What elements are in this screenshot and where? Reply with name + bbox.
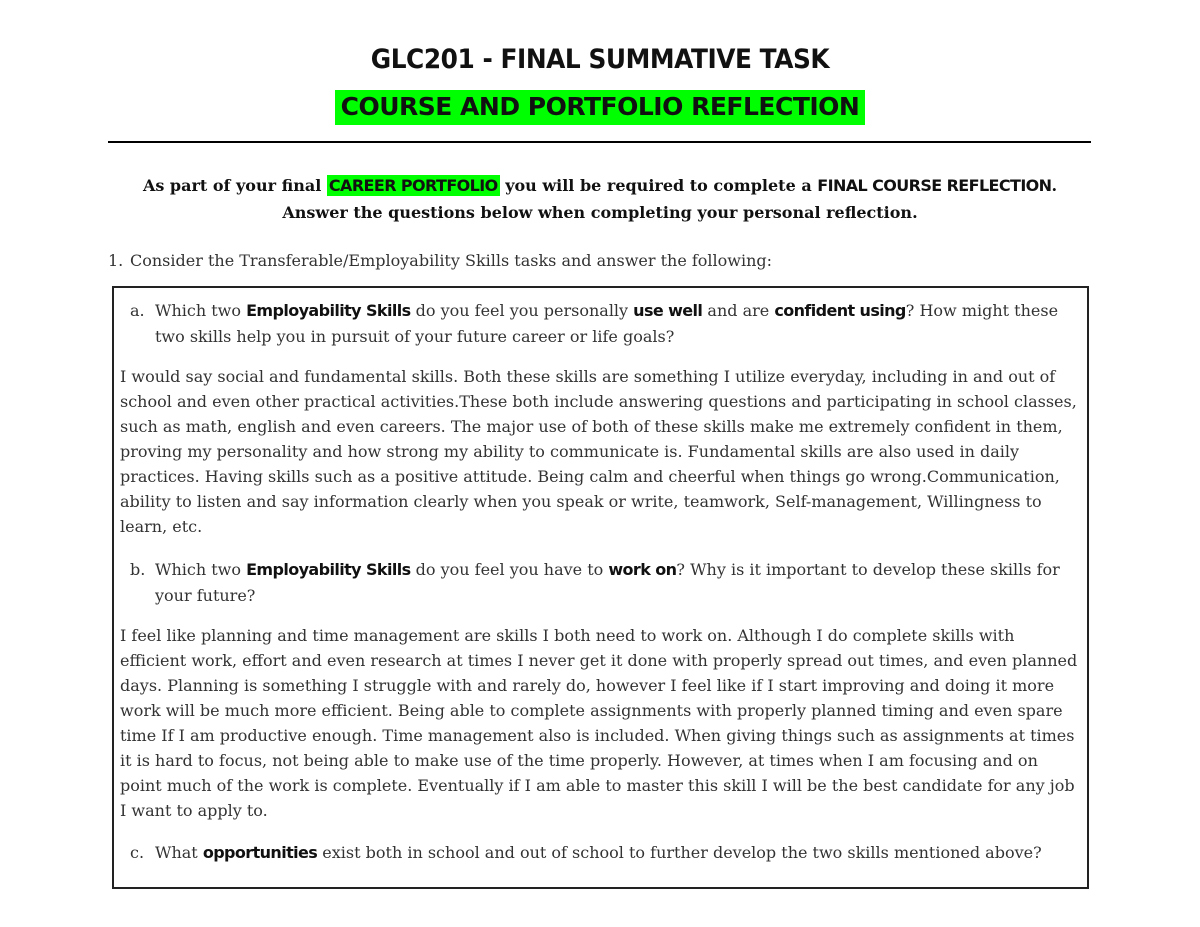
title-divider [108, 141, 1091, 143]
question-1 [108, 250, 1088, 272]
answer-a[interactable]: I would say social and fundamental skills. Both these skills are something I utilize everyday, including in and out of school and even other practical activities.These both include answering questions and participating in school classes, such as math, english and even careers. The major use of both of these skills make me extremely confident in them, proving my personality and how strong my ability to communicate is. Fundamental skills are also used in daily practices. Having skills such as a positive attitude. Being calm and cheerful when things go wrong.Communication, ability to listen and say information clearly when you speak or write, teamwork, Self-management, Willingness to learn, etc. [120, 367, 1077, 536]
qc-text-2: exist both in school and out of school to further develop the two skills mentioned above? [317, 843, 1042, 862]
sub-question-b-text [130, 557, 1070, 609]
question-1-text: Consider the Transferable/Employability Skills tasks and answer the following: [130, 251, 773, 270]
intro-text-3: . Answer the questions below when completing your personal reflection. [282, 176, 1058, 222]
sub-question-c-text [130, 840, 1070, 866]
qa-text-1: Which two [155, 301, 247, 320]
qa-keyword-use-well: use well [633, 301, 703, 320]
qc-keyword-opportunities: opportunities [202, 843, 318, 862]
sub-question-a-letter: a. [130, 301, 145, 320]
qc-text-1: What [155, 843, 203, 862]
qa-keyword-confident-using: confident using [774, 301, 906, 320]
qa-keyword-employability-skills: Employability Skills [246, 301, 411, 320]
qb-keyword-work-on: work on [608, 560, 677, 579]
sub-question-a-text [130, 298, 1070, 350]
sub-question-a [130, 298, 1070, 350]
answer-b[interactable]: I feel like planning and time management are skills I both need to work on. Although I do complete skills with efficient work, effort and even research at times I never get it done with properly spread out times, and even planned days. Planning is something I struggle with and rarely do, however I feel like if I start improving and doing it more work will be much more efficient. Being able to complete assignments with properly planned timing and even spare time If I am productive enough. Time management also is included. When giving things such as assignments at times it is hard to focus, not being able to make use of the time properly. However, at times when I am focusing and on point much of the work is complete. Eventually if I am able to master this skill I will be the best candidate for any job I want to apply to. [120, 626, 1078, 820]
intro-text-2: you will be required to complete a [499, 176, 818, 195]
document-subtitle [0, 90, 1200, 125]
qb-text-2: do you feel you have to [410, 560, 609, 579]
intro-paragraph [120, 172, 1080, 226]
qb-text-3: ? Why is it important to develop these skills for your future? [155, 560, 1060, 605]
qa-text-4: ? How might these two skills help you in pursuit of your future career or life goals? [155, 301, 1059, 346]
sub-question-c [130, 840, 1070, 866]
qb-keyword-employability-skills: Employability Skills [246, 560, 411, 579]
career-portfolio-highlight: CAREER PORTFOLIO [328, 176, 498, 195]
sub-question-c-letter: c. [130, 843, 145, 862]
final-course-reflection-label: FINAL COURSE REFLECTION [817, 176, 1052, 195]
sub-question-b [130, 557, 1070, 609]
subtitle-highlight: COURSE AND PORTFOLIO REFLECTION [335, 90, 866, 125]
qa-text-2: do you feel you personally [410, 301, 634, 320]
intro-text-1: As part of your final [142, 176, 327, 195]
qb-text-1: Which two [155, 560, 247, 579]
document-title: GLC201 - FINAL SUMMATIVE TASK [370, 44, 830, 75]
qa-text-3: and are [702, 301, 775, 320]
sub-question-b-letter: b. [130, 560, 146, 579]
question-1-number: 1. [108, 251, 124, 270]
